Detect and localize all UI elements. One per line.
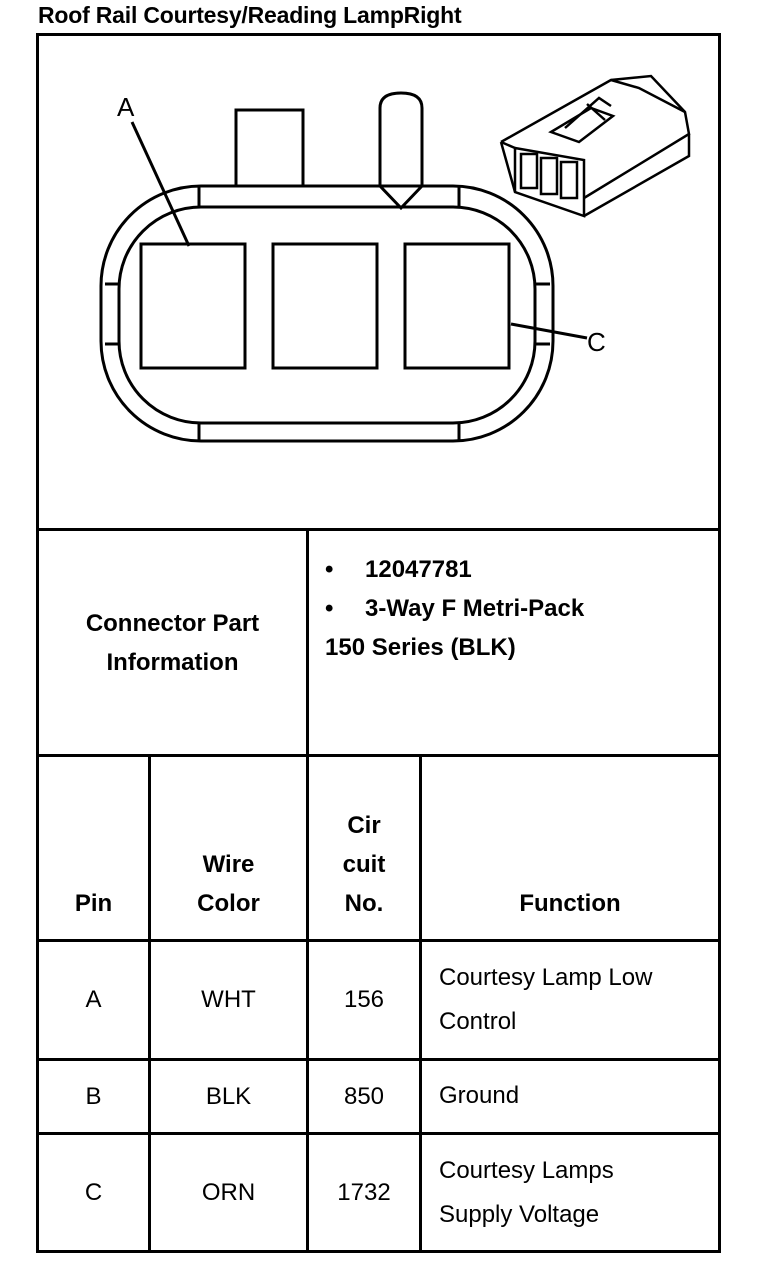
page-title: Roof Rail Courtesy/Reading LampRight (38, 2, 462, 28)
row-c-pin: C (84, 1179, 103, 1206)
connector-info-label (39, 531, 306, 754)
row-a-wire-color: WHT (201, 986, 256, 1013)
connector-info-label-line1: Connector Part (85, 609, 260, 637)
cavity-a (141, 244, 245, 368)
row-a-circuit: 156 (343, 986, 385, 1013)
lock-finger (380, 93, 422, 186)
label-a: A (117, 92, 135, 122)
connector-shell-inner (119, 207, 535, 423)
part-series: 150 Series (BLK) (325, 634, 516, 661)
header-circuit (309, 806, 419, 923)
row-a-function-line1: Courtesy Lamp Low (439, 964, 653, 991)
row-b-function: Ground (439, 1082, 520, 1109)
connector-thumbnail (501, 76, 689, 216)
row-c-function (439, 1149, 614, 1237)
bullet-1: • (325, 556, 334, 583)
row-a-pin: A (85, 986, 102, 1013)
connector-info-label-line2: Information (106, 648, 239, 676)
row-c-circuit: 1732 (337, 1179, 391, 1206)
row-c-wire-color: ORN (201, 1179, 256, 1206)
header-pin: Pin (74, 890, 113, 917)
label-c: C (587, 327, 606, 357)
row-a-function-line2: Control (439, 1008, 517, 1035)
connector-shell-outer (101, 186, 553, 441)
bullet-2: • (325, 595, 334, 622)
part-number: 12047781 (365, 556, 472, 583)
part-type: 3-Way F Metri-Pack (365, 595, 585, 622)
leader-a (132, 122, 189, 246)
row-a-function (439, 956, 652, 1044)
connector-diagram (39, 36, 718, 528)
row-c-function-line2: Supply Voltage (439, 1201, 600, 1228)
connector-tab (236, 110, 303, 186)
connector-sheet (36, 33, 721, 1253)
header-circuit-line3: No. (344, 890, 384, 917)
header-function: Function (519, 890, 621, 917)
row-b-circuit: 850 (343, 1082, 385, 1110)
header-wire-color-line2: Color (197, 890, 260, 917)
row-c-function-line1: Courtesy Lamps (439, 1157, 614, 1184)
header-circuit-line2: cuit (342, 851, 386, 878)
header-circuit-line1: Cir (347, 812, 381, 839)
row-b-wire-color: BLK (205, 1082, 252, 1110)
cavity-c (405, 244, 509, 368)
connector-info-details (325, 550, 584, 667)
header-wire-color (151, 845, 306, 923)
row-b-pin: B (85, 1082, 102, 1110)
header-wire-color-line1: Wire (202, 851, 255, 878)
leader-c (511, 324, 587, 338)
cavity-b (273, 244, 377, 368)
